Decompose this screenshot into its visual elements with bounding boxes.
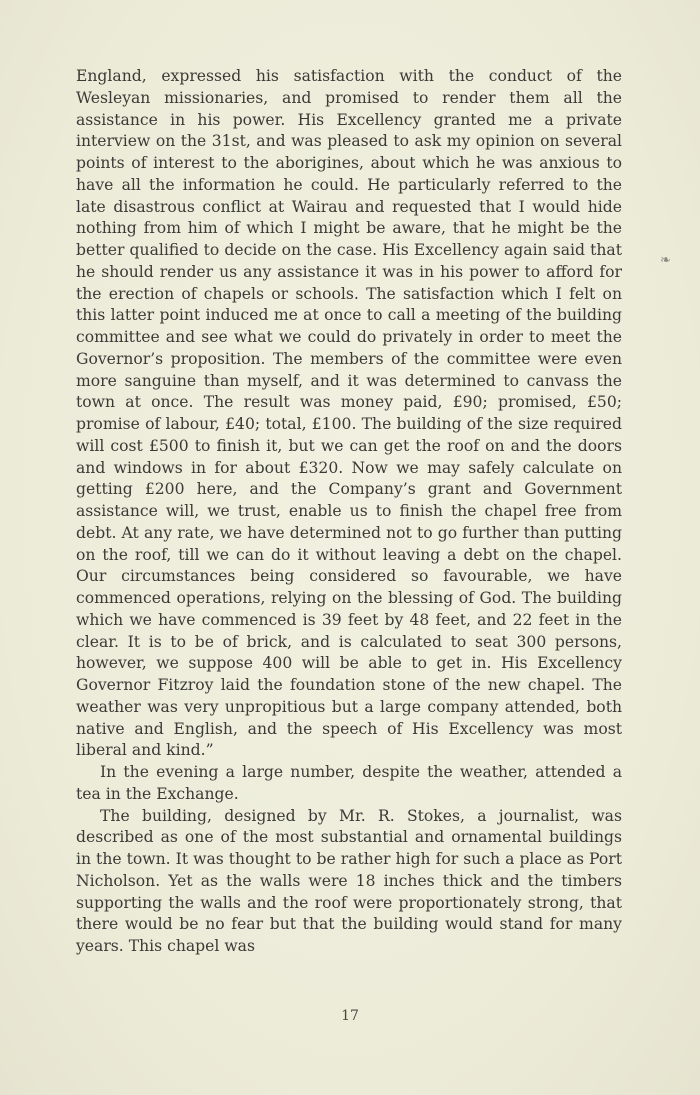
body-text bbox=[76, 66, 622, 958]
paragraph-building-description: The building, designed by Mr. R. Stokes, a journalist, was described as one of the most substantial and ornamental buildings in the town. It was thought to be rather high for such a place as Port Nicholson. Yet as the walls were 18 inches thick and the timbers supporting the walls and the roof were proportionately strong, that there would be no fear but that the building would stand for many years. This chapel was bbox=[76, 806, 622, 955]
margin-smudge-mark: ❧ bbox=[660, 253, 671, 268]
paragraph-continued: England, expressed his satisfaction with the conduct of the Wesleyan missionaries, and promised to render them all the assistance in his power. His Excellency granted me a private interview on the 31st, and was pleased to ask my opinion on several points of interest to the aborigines, about which he was anxious to have all the information he could. He particularly referred to the late disastrous conflict at Wairau and requested that I would hide nothing from him of which I might be aware, that he might be the better qualified to decide on the case. His Excellency again said that he should render us any assistance it was in his power to afford for the erection of chapels or schools. The satisfaction which I felt on this latter point induced me at once to call a meeting of the building committee and see what we could do privately in order to meet the Governor’s proposition. The members of the committee were even more sanguine than myself, and it was determined to canvass the town at once. The result was money paid, £90; promised, £50; promise of labour, £40; total, £100. The building of the size required will cost £500 to finish it, but we can get the roof on and the doors and windows in for about £320. Now we may safely calculate on getting £200 here, and the Company’s grant and Government assistance will, we trust, enable us to finish the chapel free from debt. At any rate, we have determined not to go further than putting on the roof, till we can do it without leaving a debt on the chapel. Our circumstances being considered so favourable, we have commenced operations, relying on the blessing of God. The building which we have commenced is 39 feet by 48 feet, and 22 feet in the clear. It is to be of brick, and is calculated to seat 300 persons, however, we suppose 400 will be able to get in. His Excellency Governor Fitzroy laid the foundation stone of the new chapel. The weather was very unpropitious but a large company attended, both native and English, and the speech of His Excellency was most liberal and kind.” bbox=[76, 67, 622, 760]
paragraph-evening-tea: In the evening a large number, despite the weather, attended a tea in the Exchange. bbox=[76, 763, 622, 803]
page-number: 17 bbox=[341, 1008, 359, 1024]
